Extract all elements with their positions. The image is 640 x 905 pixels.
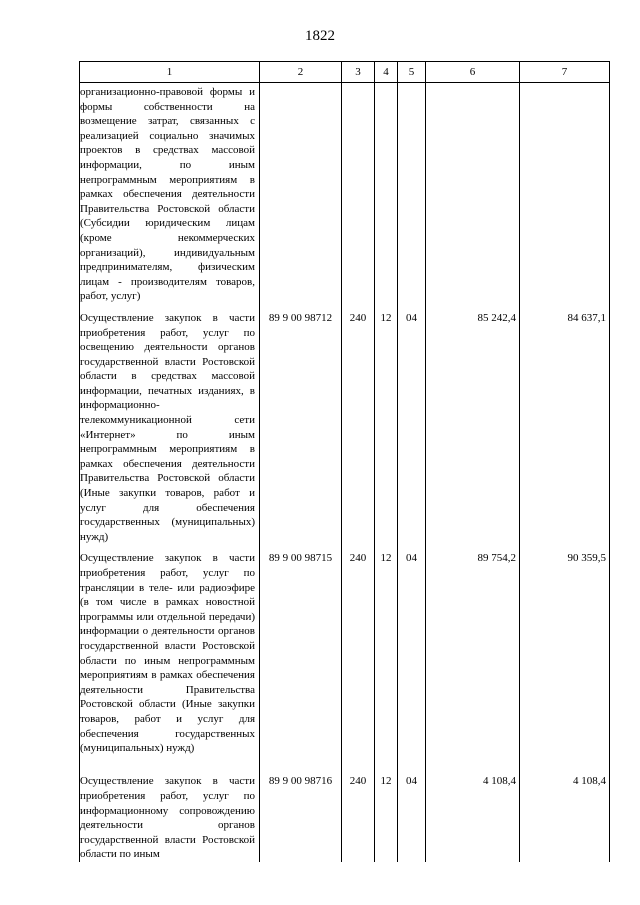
row-vr	[342, 83, 375, 304]
row-code	[260, 83, 342, 304]
row-amount-2: 90 359,5	[520, 544, 610, 767]
row-amount-1: 85 242,4	[426, 304, 520, 545]
page-number: 1822	[305, 28, 335, 44]
row-vr: 240	[342, 304, 375, 545]
row-description: Осуществление закупок в части приобретения работ, услуг по освещению деятельности органов государственной власти Ростовской области в средствах массовой информации, печатных изданиях, в информационно-телекоммуникационной сети «Интернет» по иным непрограммным мероприятиям в рамках обеспечения деятельности Правительства Ростовской области (Иные закупки товаров, работ и услуг для обеспечения государственных (муниципальных) нужд)	[80, 304, 260, 545]
row-description: Осуществление закупок в части приобретения работ, услуг по информационному сопровождению деятельности органов государственной власти Ростовской области по иным	[80, 767, 260, 862]
table-row	[80, 83, 610, 304]
column-header: 4	[375, 62, 398, 83]
row-vr: 240	[342, 544, 375, 767]
row-vr: 240	[342, 767, 375, 862]
table-row	[80, 767, 610, 862]
row-amount-1: 4 108,4	[426, 767, 520, 862]
row-pr: 04	[398, 767, 426, 862]
table-row	[80, 304, 610, 545]
row-amount-1: 89 754,2	[426, 544, 520, 767]
row-amount-1	[426, 83, 520, 304]
row-description: Осуществление закупок в части приобретения работ, услуг по трансляции в теле- или радиоэфире (в том числе в рамках новостной программы или отдельной передачи) информации о деятельности органов государственной власти Ростовской области по иным непрограммным мероприятиям в рамках обеспечения деятельности Правительства Ростовской области (Иные закупки товаров, работ и услуг для обеспечения государственных (муниципальных) нужд)	[80, 544, 260, 767]
row-rz	[375, 83, 398, 304]
row-code: 89 9 00 98716	[260, 767, 342, 862]
row-description: организационно-правовой формы и формы собственности на возмещение затрат, связанных с реализацией социально значимых проектов в средствах массовой информации, по иным непрограммным мероприятиям в рамках обеспечения деятельности Правительства Ростовской области (Субсидии юридическим лицам (кроме некоммерческих организаций), индивидуальным предпринимателям, физическим лицам - производителям товаров, работ, услуг)	[80, 83, 260, 304]
row-pr	[398, 83, 426, 304]
row-code: 89 9 00 98712	[260, 304, 342, 545]
row-pr: 04	[398, 304, 426, 545]
column-header: 3	[342, 62, 375, 83]
column-header: 5	[398, 62, 426, 83]
row-rz: 12	[375, 767, 398, 862]
row-pr: 04	[398, 544, 426, 767]
header-row	[80, 62, 610, 83]
column-header: 7	[520, 62, 610, 83]
column-header: 2	[260, 62, 342, 83]
budget-table	[79, 61, 610, 862]
row-code: 89 9 00 98715	[260, 544, 342, 767]
row-rz: 12	[375, 304, 398, 545]
row-amount-2: 4 108,4	[520, 767, 610, 862]
row-rz: 12	[375, 544, 398, 767]
column-header: 1	[80, 62, 260, 83]
row-amount-2: 84 637,1	[520, 304, 610, 545]
column-header: 6	[426, 62, 520, 83]
row-amount-2	[520, 83, 610, 304]
table-row	[80, 544, 610, 767]
